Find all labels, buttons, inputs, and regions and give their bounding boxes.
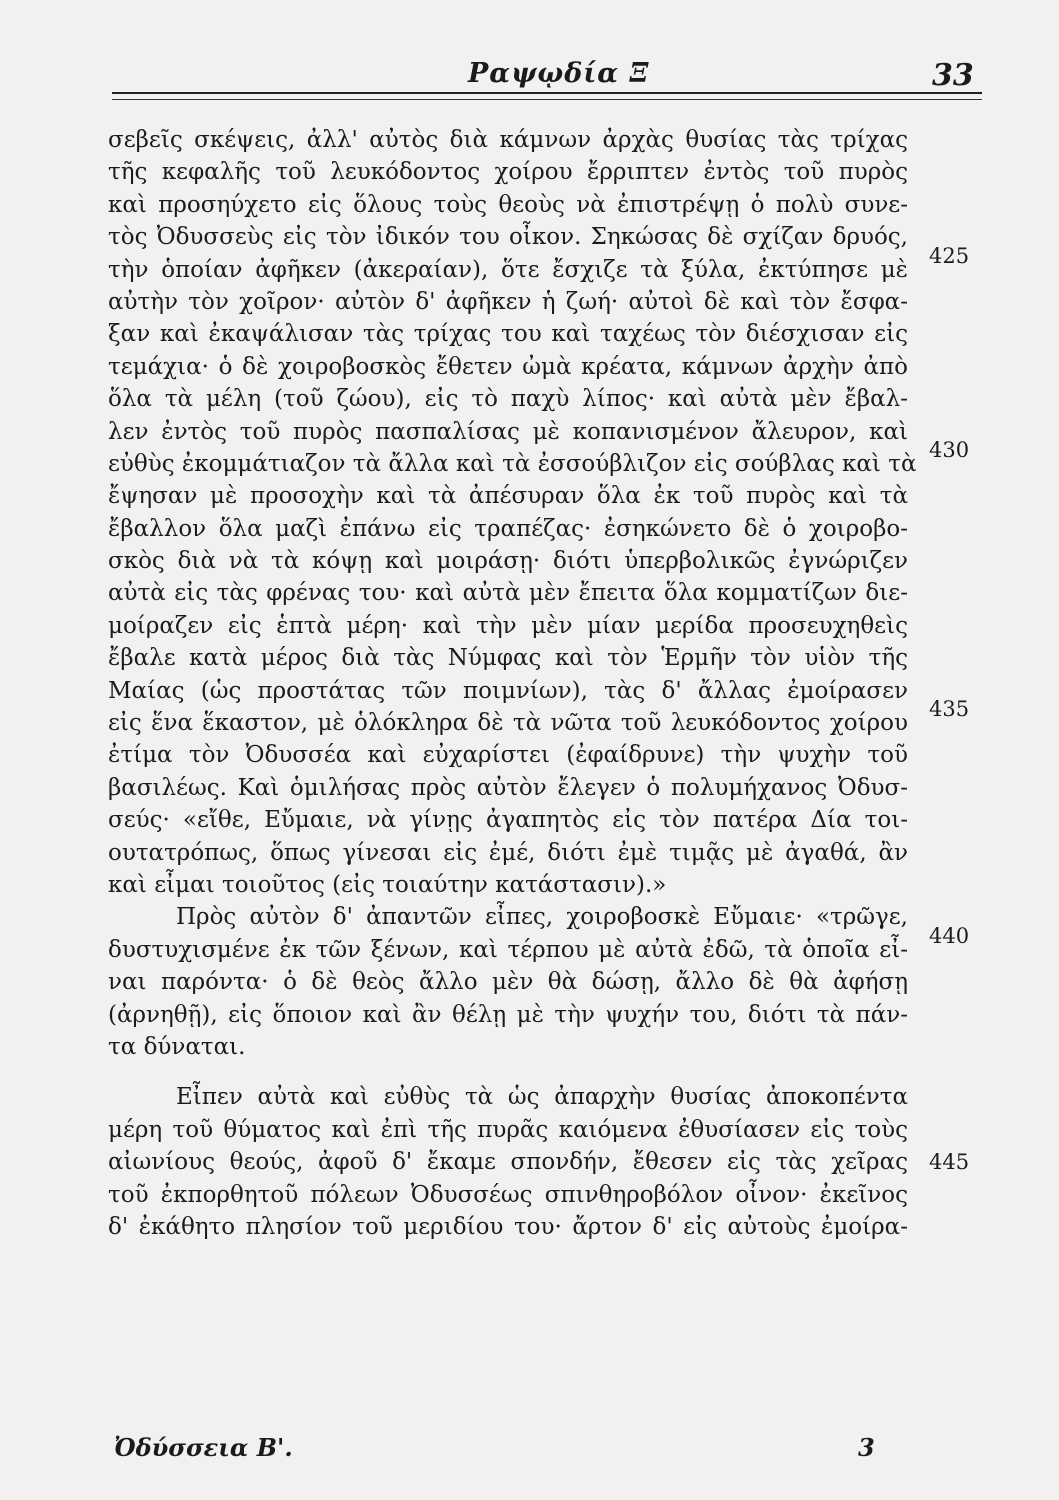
text-line: τὴν ὁποίαν ἀφῆκεν (ἀκεραίαν), ὅτε ἔσχιζε τὰ ξύλα, ἐκτύπησε μὲ — [108, 256, 908, 283]
paragraph-3 — [108, 1081, 908, 1243]
text-line: μοίραζεν εἰς ἑπτὰ μέρη· καὶ τὴν μὲν μίαν μερίδα προσευχηθεὶς — [108, 612, 908, 639]
running-title: Ραψῳδία Ξ — [468, 58, 650, 89]
text-line: εἰς ἕνα ἕκαστον, μὲ ὁλόκληρα δὲ τὰ νῶτα τοῦ λευκόδοντος χοίρου — [108, 710, 908, 737]
text-line: σεύς· «εἴθε, Εὔμαιε, νὰ γίνῃς ἀγαπητὸς εἰς τὸν πατέρα Δία τοι- — [108, 807, 908, 834]
paragraph-gap — [108, 1063, 908, 1081]
line-number-marker: 425 — [929, 244, 970, 268]
text-line: μέρη τοῦ θύματος καὶ ἐπὶ τῆς πυρᾶς καιόμενα ἐθυσίασεν εἰς τοὺς — [108, 1116, 908, 1143]
text-line: Μαίας (ὡς προστάτας τῶν ποιμνίων), τὰς δ' ἄλλας ἐμοίρασεν — [108, 677, 908, 704]
text-line: καὶ προσηύχετο εἰς ὅλους τοὺς θεοὺς νὰ ἐπιστρέψῃ ὁ πολὺ συνε- — [108, 191, 908, 218]
page-number: 33 — [932, 58, 974, 93]
text-line: ἔβαλλον ὅλα μαζὶ ἐπάνω εἰς τραπέζας· ἐσηκώνετο δὲ ὁ χοιροβο- — [108, 515, 908, 542]
text-line: τεμάχια· ὁ δὲ χοιροβοσκὸς ἔθετεν ὠμὰ κρέατα, κάμνων ἀρχὴν ἀπὸ — [108, 353, 908, 380]
text-line: λεν ἐντὸς τοῦ πυρὸς πασπαλίσας μὲ κοπανισμένον ἄλευρον, καὶ — [108, 418, 908, 445]
text-line: αἰωνίους θεούς, ἀφοῦ δ' ἔκαμε σπονδήν, ἔθεσεν εἰς τὰς χεῖρας — [108, 1149, 908, 1176]
line-number-marker: 430 — [929, 438, 970, 462]
text-line: δ' ἐκάθητο πλησίον τοῦ μεριδίου του· ἄρτον δ' εἰς αὐτοὺς ἐμοίρα- — [108, 1213, 908, 1240]
text-line: τοῦ ἐκπορθητοῦ πόλεων Ὀδυσσέως σπινθηροβόλον οἶνον· ἐκεῖνος — [108, 1181, 908, 1208]
text-line: ξαν καὶ ἐκαψάλισαν τὰς τρίχας του καὶ ταχέως τὸν διέσχισαν εἰς — [108, 321, 908, 348]
text-line: δυστυχισμένε ἐκ τῶν ξένων, καὶ τέρπου μὲ αὐτὰ ἐδῶ, τὰ ὁποῖα εἶ- — [108, 936, 908, 963]
text-line: αὐτὴν τὸν χοῖρον· αὐτὸν δ' ἀφῆκεν ἡ ζωή· αὐτοὶ δὲ καὶ τὸν ἔσφα- — [108, 288, 908, 315]
line-number-marker: 435 — [929, 697, 970, 721]
footer-signature-mark: 3 — [858, 1433, 875, 1462]
body-text — [108, 124, 917, 1243]
text-line: τῆς κεφαλῆς τοῦ λευκόδοντος χοίρου ἔρριπτεν ἐντὸς τοῦ πυρὸς — [108, 159, 908, 186]
text-line: καὶ εἶμαι τοιοῦτος (εἰς τοιαύτην κατάστασιν).» — [108, 871, 667, 898]
text-line: τὸς Ὀδυσσεὺς εἰς τὸν ἰδικόν του οἶκον. Σηκώσας δὲ σχίζαν δρυός, — [108, 224, 908, 251]
line-number-marker: 440 — [929, 924, 970, 948]
text-line: εὐθὺς ἐκομμάτιαζον τὰ ἄλλα καὶ τὰ ἐσσούβλιζον εἰς σούβλας καὶ τὰ — [108, 450, 917, 477]
text-line: ουτατρόπως, ὅπως γίνεσαι εἰς ἐμέ, διότι ἐμὲ τιμᾷς μὲ ἀγαθά, ἂν — [108, 839, 908, 866]
line-number-marker: 445 — [929, 1150, 970, 1174]
text-line: (ἀρνηθῇ), εἰς ὅποιον καὶ ἂν θέλῃ μὲ τὴν ψυχήν του, διότι τὰ πάν- — [108, 1001, 908, 1028]
text-line: ὅλα τὰ μέλη (τοῦ ζώου), εἰς τὸ παχὺ λίπος· καὶ αὐτὰ μὲν ἔβαλ- — [108, 386, 908, 413]
text-line: αὐτὰ εἰς τὰς φρένας του· καὶ αὐτὰ μὲν ἔπειτα ὅλα κομματίζων διε- — [108, 580, 908, 607]
text-line: ἔψησαν μὲ προσοχὴν καὶ τὰ ἀπέσυραν ὅλα ἐκ τοῦ πυρὸς καὶ τὰ — [108, 483, 908, 510]
text-line: σεβεῖς σκέψεις, ἀλλ' αὐτὸς διὰ κάμνων ἀρχὰς θυσίας τὰς τρίχας — [108, 127, 908, 153]
paragraph-2 — [108, 901, 908, 1063]
text-line: τα δύναται. — [108, 1033, 246, 1060]
text-line: ἔβαλε κατὰ μέρος διὰ τὰς Νύμφας καὶ τὸν Ἑρμῆν τὸν υἱὸν τῆς — [108, 645, 908, 672]
text-line: βασιλέως. Καὶ ὁμιλήσας πρὸς αὐτὸν ἔλεγεν ὁ πολυμήχανος Ὀδυσ- — [108, 774, 908, 801]
text-line: Πρὸς αὐτὸν δ' ἀπαντῶν εἶπες, χοιροβοσκὲ Εὔμαιε· «τρῶγε, — [176, 904, 908, 931]
text-line: ναι παρόντα· ὁ δὲ θεὸς ἄλλο μὲν θὰ δώσῃ, ἄλλο δὲ θὰ ἀφήσῃ — [108, 969, 908, 996]
footer-book-title: Ὀδύσσεια Β'. — [114, 1433, 293, 1462]
header-rule-thin — [112, 99, 982, 100]
text-line: Εἶπεν αὐτὰ καὶ εὐθὺς τὰ ὡς ἀπαρχὴν θυσίας ἀποκοπέντα — [176, 1084, 908, 1111]
header-rule-thick — [112, 92, 982, 94]
text-line: σκὸς διὰ νὰ τὰ κόψῃ καὶ μοιράσῃ· διότι ὑπερβολικῶς ἐγνώριζεν — [108, 548, 908, 575]
text-line: ἐτίμα τὸν Ὀδυσσέα καὶ εὐχαρίστει (ἐφαίδρυνε) τὴν ψυχὴν τοῦ — [108, 742, 908, 769]
paragraph-1 — [108, 124, 917, 901]
